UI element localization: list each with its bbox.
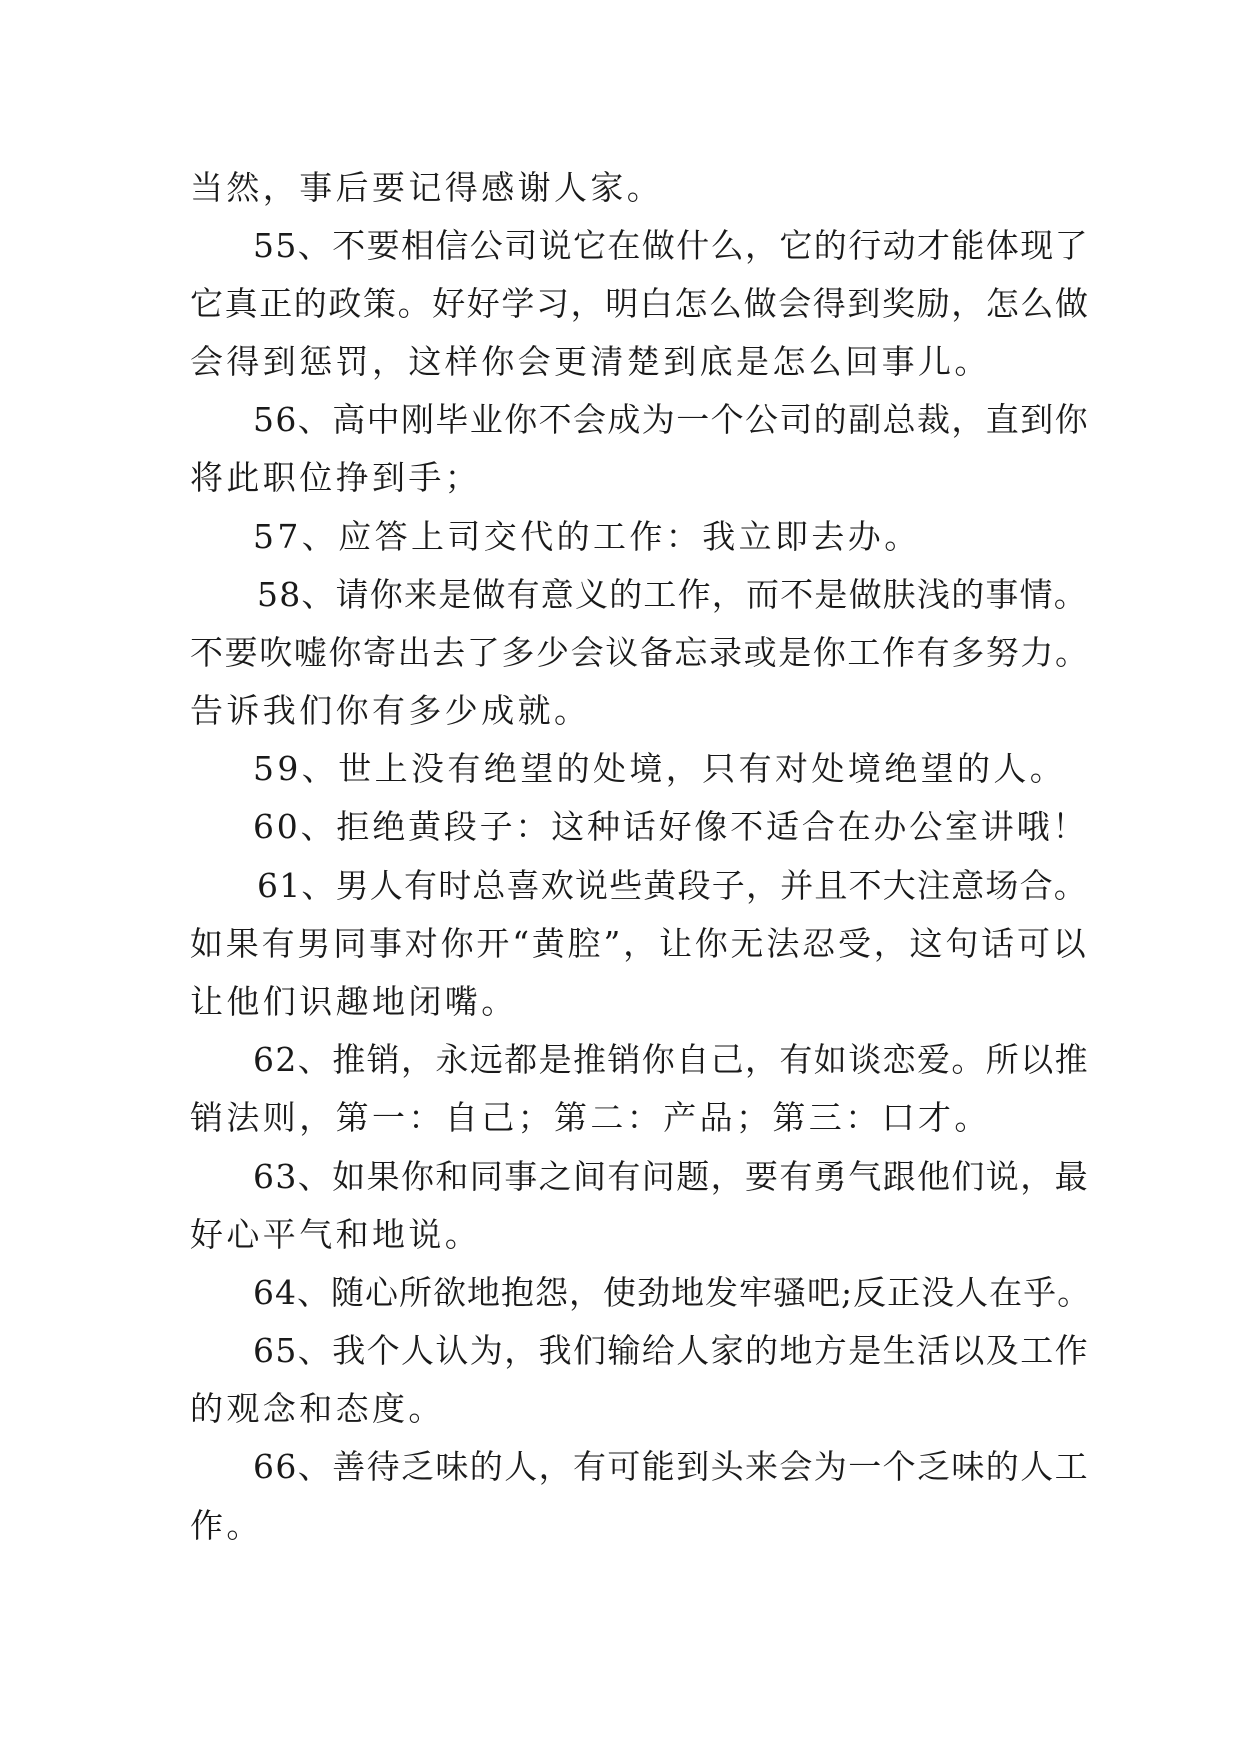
text-line: 57、应答上司交代的工作：我立即去办。 — [253, 517, 921, 556]
text-line: 销法则，第一：自己；第二：产品；第三：口才。 — [190, 1098, 991, 1137]
text-line: 不要吹嘘你寄出去了多少会议备忘录或是你工作有多努力。 — [190, 633, 1090, 672]
text-line: 56、高中刚毕业你不会成为一个公司的副总裁，直到你 — [253, 400, 1089, 439]
text-line: 65、我个人认为，我们输给人家的地方是生活以及工作 — [253, 1331, 1089, 1370]
text-line: 它真正的政策。好好学习，明白怎么做会得到奖励，怎么做 — [190, 284, 1090, 323]
text-line: 58、请你来是做有意义的工作，而不是做肤浅的事情。 — [257, 575, 1088, 614]
text-line: 64、随心所欲地抱怨，使劲地发牢骚吧;反正没人在乎。 — [253, 1273, 1091, 1312]
text-line: 将此职位挣到手； — [190, 458, 482, 497]
text-line: 让他们识趣地闭嘴。 — [190, 982, 518, 1021]
text-line: 55、不要相信公司说它在做什么，它的行动才能体现了 — [253, 226, 1089, 265]
text-line: 61、男人有时总喜欢说些黄段子，并且不大注意场合。 — [257, 866, 1088, 905]
text-line: 62、推销，永远都是推销你自己，有如谈恋爱。所以推 — [253, 1040, 1089, 1079]
text-line: 66、善待乏味的人，有可能到头来会为一个乏味的人工 — [253, 1447, 1089, 1486]
text-line: 告诉我们你有多少成就。 — [190, 691, 591, 730]
text-line: 会得到惩罚，这样你会更清楚到底是怎么回事儿。 — [190, 342, 991, 381]
text-line: 当然，事后要记得感谢人家。 — [190, 168, 664, 207]
text-line: 作。 — [190, 1506, 263, 1545]
text-line: 63、如果你和同事之间有问题，要有勇气跟他们说，最 — [253, 1157, 1089, 1196]
text-line: 如果有男同事对你开“黄腔”，让你无法忍受，这句话可以 — [190, 924, 1089, 963]
text-line: 59、世上没有绝望的处境，只有对处境绝望的人。 — [253, 749, 1067, 788]
text-line: 60、拒绝黄段子：这种话好像不适合在办公室讲哦！ — [253, 807, 1089, 846]
text-line: 好心平气和地说。 — [190, 1215, 482, 1254]
text-line: 的观念和态度。 — [190, 1389, 445, 1428]
